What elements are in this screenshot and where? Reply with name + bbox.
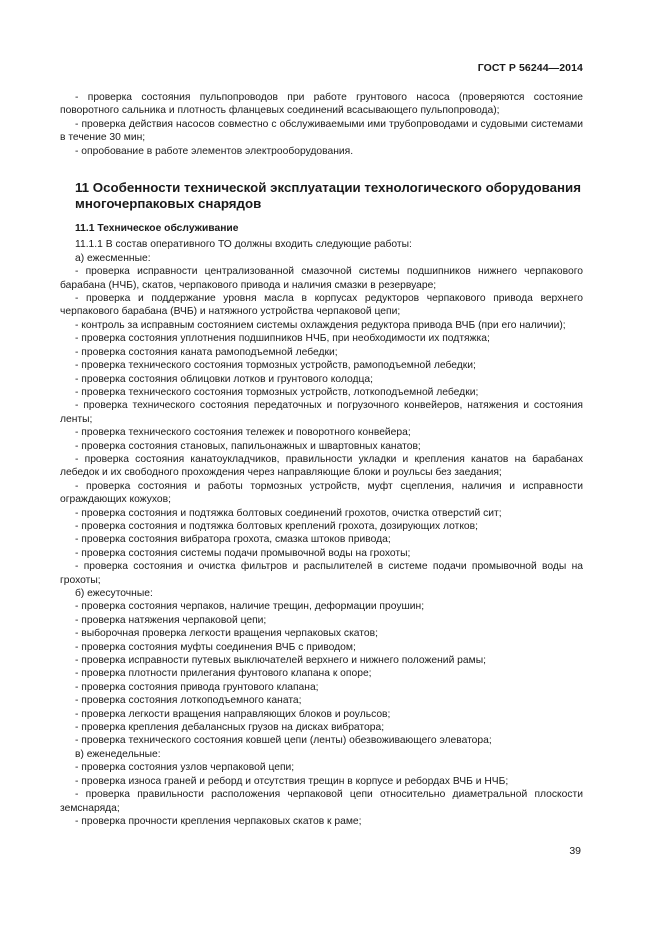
list-item: - проверка плотности прилегания фунтового клапана к опоре; bbox=[75, 668, 372, 680]
lead-paragraph: 11.1.1 В состав оперативного ТО должны входить следующие работы: bbox=[75, 239, 412, 251]
per-day-label: б) ежесуточные: bbox=[75, 588, 153, 599]
list-item: - опробование в работе элементов электрооборудования. bbox=[75, 145, 354, 157]
page-number: 39 bbox=[569, 845, 581, 857]
list-item: - проверка исправности централизованной смазочной системы подшипников нижнего черпакового барабана (НЧБ), скатов, черпакового привода и наличия смазки в резервуаре; bbox=[60, 266, 583, 291]
list-item: - проверка прочности крепления черпаковых скатов к раме; bbox=[75, 815, 362, 827]
list-item: - проверка состояния уплотнения подшипников НЧБ, при необходимости их подтяжка; bbox=[75, 333, 490, 345]
per-day-list bbox=[60, 600, 583, 747]
list-item: - контроль за исправным состоянием системы охлаждения редуктора привода ВЧБ (при его наличии); bbox=[75, 319, 566, 331]
list-item: - проверка состояния муфты соединения ВЧБ с приводом; bbox=[75, 641, 356, 653]
list-item: - проверка состояния канатоукладчиков, правильности укладки и крепления канатов на барабанах лебедок и их свободного прохождения через направляющие блоки и роульсы без заедания; bbox=[60, 453, 583, 479]
list-item: - проверка состояния лоткоподъемного каната; bbox=[75, 695, 302, 707]
list-item: - проверка состояния и работы тормозных устройств, муфт сцепления, наличия и исправности ограждающих кожухов; bbox=[60, 480, 583, 506]
list-item: - проверка технического состояния тормозных устройств, рамоподъемной лебедки; bbox=[75, 360, 476, 372]
list-item: - проверка состояния и подтяжка болтовых креплений грохота, дозирующих лотков; bbox=[75, 520, 478, 532]
list-item: - проверка состояния привода грунтового клапана; bbox=[75, 681, 319, 693]
list-item: - проверка состояния вибратора грохота, смазка штоков привода; bbox=[75, 534, 391, 546]
list-item: - проверка легкости вращения направляющих блоков и роульсов; bbox=[75, 708, 391, 720]
list-item: - проверка состояния системы подачи промывочной воды на грохоты; bbox=[75, 547, 411, 559]
list-item: - проверка действия насосов совместно с обслуживаемыми ими трубопроводами и судовыми системами в течение 30 мин; bbox=[60, 118, 583, 144]
list-item: - проверка правильности расположения черпаковой цепи относительно диаметральной плоскости земснаряда; bbox=[60, 789, 583, 814]
subsection-title: 11.1 Техническое обслуживание bbox=[75, 223, 239, 235]
list-item: - проверка состояния и подтяжка болтовых соединений грохотов, очистка отверстий сит; bbox=[75, 507, 502, 519]
list-item: - проверка исправности путевых выключателей верхнего и нижнего положений рамы; bbox=[75, 655, 486, 667]
list-item: - проверка состояния каната рамоподъемной лебедки; bbox=[75, 346, 338, 358]
list-item: - выборочная проверка легкости вращения черпаковых скатов; bbox=[75, 628, 378, 640]
list-item: - проверка технического состояния тормозных устройств, лоткоподъемной лебедки; bbox=[75, 386, 479, 398]
list-item: - проверка технического состояния передаточных и погрузочного конвейеров, натяжения и состояния ленты; bbox=[60, 400, 583, 425]
daily-label: а) ежесменные: bbox=[75, 252, 151, 264]
list-item: - проверка состояния становых, папильонажных и швартовных канатов; bbox=[75, 440, 421, 452]
list-item: - проверка состояния облицовки лотков и грунтового колодца; bbox=[75, 373, 373, 385]
list-item: - проверка состояния пульпопроводов при работе грунтового насоса (проверяются состояние поворотного сальника и плотность фланцевых соединений всасывающего пульпопровода); bbox=[60, 92, 583, 117]
list-item: - проверка технического состояния ковшей цепи (ленты) обезвоживающего элеватора; bbox=[75, 735, 492, 747]
list-item: - проверка натяжения черпаковой цепи; bbox=[75, 614, 267, 626]
list-item: - проверка крепления дебалансных грузов на дисках вибратора; bbox=[75, 722, 385, 734]
section-title: 11 Особенности технической эксплуатации технологического оборудования многочерпаковых снарядов bbox=[75, 180, 581, 212]
list-item: - проверка и поддержание уровня масла в корпусах редукторов черпакового привода верхнего черпакового барабана (ВЧБ) и натяжного устройства черпаковой цепи; bbox=[60, 293, 583, 318]
intro-list bbox=[60, 91, 583, 158]
page-body bbox=[60, 91, 583, 828]
document-code-header: ГОСТ Р 56244—2014 bbox=[477, 62, 583, 74]
list-item: - проверка состояния узлов черпаковой цепи; bbox=[75, 762, 295, 774]
list-item: - проверка состояния и очистка фильтров и распылителей в системе подачи промывочной воды на грохоты; bbox=[60, 561, 583, 586]
list-item: - проверка износа граней и реборд и отсутствия трещин в корпусе и ребордах ВЧБ и НЧБ; bbox=[75, 775, 509, 787]
weekly-label: в) еженедельные: bbox=[75, 748, 161, 760]
weekly-list bbox=[60, 761, 583, 828]
daily-list bbox=[60, 265, 583, 587]
list-item: - проверка состояния черпаков, наличие трещин, деформации проушин; bbox=[75, 601, 425, 613]
list-item: - проверка технического состояния тележек и поворотного конвейера; bbox=[75, 427, 411, 439]
